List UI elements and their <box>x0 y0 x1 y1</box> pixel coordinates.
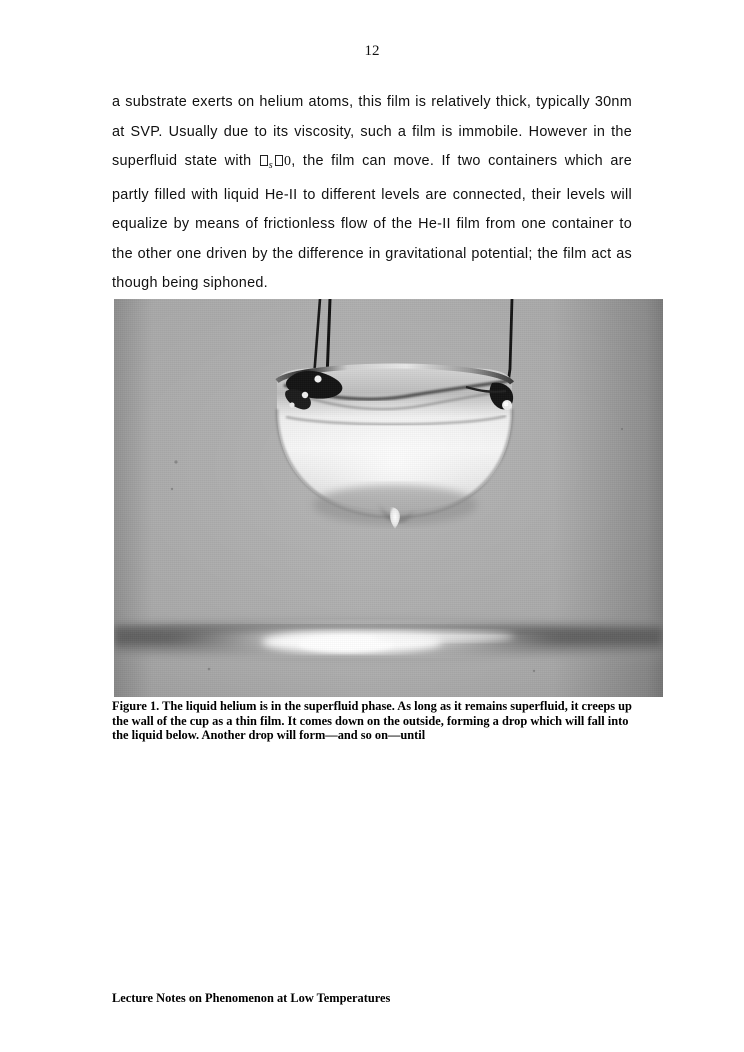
body-text-part-1: a substrate exerts on helium atoms, this film is relatively thick, typically 30nm at SVP. Usually due to its viscosity, such a film is immobile. However in the superfluid state with <box>112 94 632 169</box>
page-number: 12 <box>364 43 380 59</box>
body-paragraph <box>112 88 632 299</box>
figure-1 <box>114 299 663 697</box>
symbol-zero: 0 <box>283 154 292 169</box>
body-text-part-2: , the film can move. If two containers which are partly filled with liquid He-II to different levels are connected, their levels will equalize by means of frictionless flow of the He-II film from one container to the other one driven by the difference in gravitational potential; the film act as though being siphoned. <box>112 153 632 291</box>
body-text-block <box>112 88 632 299</box>
figure-photograph <box>114 299 663 697</box>
photo-film-grain <box>114 299 663 697</box>
missing-glyph-notequal-icon <box>275 155 283 166</box>
page-footer: Lecture Notes on Phenomenon at Low Temperatures <box>112 991 391 1005</box>
figure-caption: Figure 1. The liquid helium is in the superfluid phase. As long as it remains superfluid, it creeps up the wall of the cup as a thin film. It comes down on the outside, forming a drop which will fall into the liquid below. Another drop will form—and so on—until <box>112 699 632 743</box>
subscript-s: s <box>268 160 273 171</box>
missing-glyph-rho-icon <box>260 155 268 166</box>
